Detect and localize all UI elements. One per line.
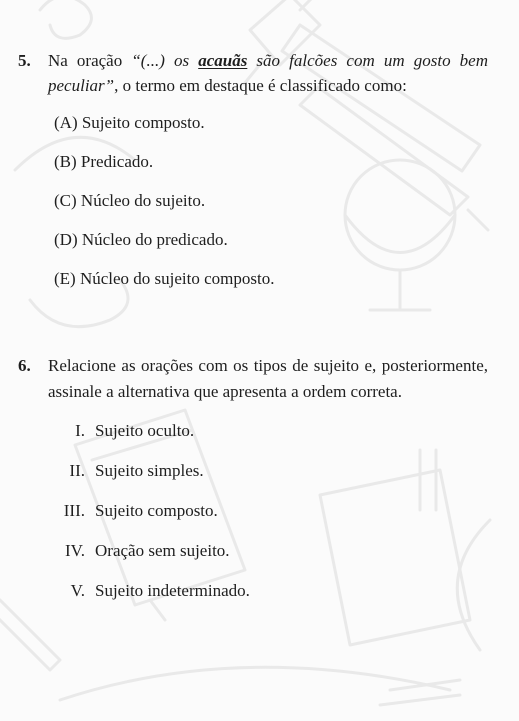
- question-number: 6.: [18, 356, 31, 375]
- option-c: (C) Núcleo do sujeito.: [54, 191, 206, 210]
- item-text: Sujeito indeterminado.: [95, 581, 250, 600]
- option-b: (B) Predicado.: [54, 152, 154, 171]
- option-d: (D) Núcleo do predicado.: [54, 230, 228, 249]
- roman-numeral: II.: [69, 461, 85, 480]
- prompt-quote-close: são falcões com um gosto bem peculiar”: [48, 51, 488, 95]
- question-prompt: [48, 48, 488, 98]
- roman-numeral: I.: [75, 421, 85, 440]
- prompt-tail: , o termo em destaque é classificado como:: [114, 76, 407, 95]
- subject-types-list: [18, 421, 488, 601]
- list-item: [18, 421, 488, 441]
- item-text: Sujeito composto.: [95, 501, 218, 520]
- item-text: Oração sem sujeito.: [95, 541, 230, 560]
- list-item: [18, 541, 488, 561]
- roman-numeral: III.: [63, 501, 85, 520]
- highlighted-term: acauãs: [198, 51, 248, 70]
- question-prompt: Relacione as orações com os tipos de sujeito e, posteriormente, assinale a alternativa que apresenta a ordem correta.: [48, 356, 488, 401]
- roman-numeral: V.: [70, 581, 85, 600]
- item-text: Sujeito simples.: [95, 461, 204, 480]
- question-header: [18, 353, 488, 405]
- list-item: [18, 501, 488, 521]
- list-item: [18, 461, 488, 481]
- prompt-lead: Na oração: [48, 51, 132, 70]
- roman-numeral: IV.: [65, 541, 85, 560]
- item-text: Sujeito oculto.: [95, 421, 195, 440]
- question-6: [18, 353, 488, 621]
- question-number: 5.: [18, 51, 31, 70]
- option-e: (E) Núcleo do sujeito composto.: [54, 269, 275, 288]
- answer-options: [54, 113, 488, 289]
- question-5: [18, 48, 488, 308]
- list-item: [18, 581, 488, 601]
- question-header: [18, 48, 488, 98]
- option-a: (A) Sujeito composto.: [54, 113, 205, 132]
- prompt-quote-open: “(...) os: [131, 51, 199, 70]
